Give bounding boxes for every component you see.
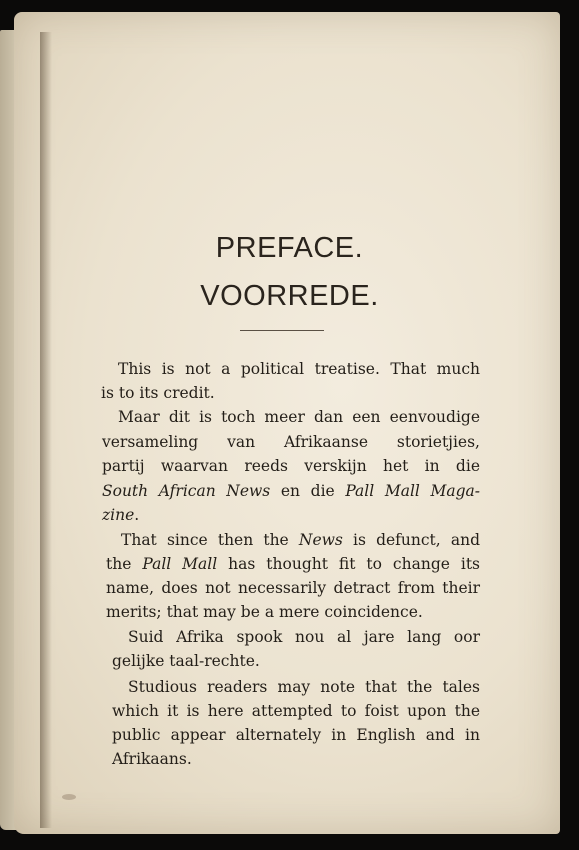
text-line xyxy=(106,579,480,597)
text-line xyxy=(128,628,480,646)
text-line xyxy=(102,482,480,500)
text-segment: is to its credit. xyxy=(101,384,215,402)
text-segment: name, does not necessarily detract from their xyxy=(106,579,480,597)
text-segment: partij waarvan reeds verskijn het in die xyxy=(102,457,480,475)
text-line xyxy=(106,603,423,621)
italic-text: News xyxy=(298,531,343,549)
text-segment: . xyxy=(134,506,140,524)
text-line xyxy=(112,652,260,670)
text-line xyxy=(102,506,139,524)
title-rule xyxy=(240,330,324,331)
text-segment: is defunct, and xyxy=(342,531,480,549)
text-segment: merits; that may be a mere coincidence. xyxy=(106,603,423,621)
text-line xyxy=(118,408,480,426)
italic-text: zine xyxy=(102,506,135,524)
text-line xyxy=(101,384,215,402)
text-segment: Afrikaans. xyxy=(112,750,192,768)
text-line xyxy=(112,750,192,768)
text-line xyxy=(112,702,480,720)
text-line xyxy=(106,555,480,573)
italic-text: South African News xyxy=(102,482,271,500)
text-line xyxy=(118,360,480,378)
text-segment: which it is here attempted to foist upon the xyxy=(112,702,480,720)
italic-text: Pall Mall Maga- xyxy=(345,482,480,500)
page-smudge xyxy=(62,794,76,800)
text-line xyxy=(102,457,480,475)
text-line xyxy=(121,531,480,549)
text-segment: has thought fit to change its xyxy=(217,555,481,573)
text-segment: versameling van Afrikaanse storietjies, xyxy=(102,433,480,451)
preface-title: PREFACE. xyxy=(215,232,364,264)
text-segment: Studious readers may note that the tales xyxy=(128,678,480,696)
spine-shadow xyxy=(40,32,52,828)
voorrede-title: VOORREDE. xyxy=(200,280,379,312)
text-segment: en die xyxy=(270,482,346,500)
text-line xyxy=(112,726,480,744)
text-line xyxy=(128,678,480,696)
text-segment: Maar dit is toch meer dan een eenvoudige xyxy=(118,408,480,426)
text-line xyxy=(102,433,480,451)
text-segment: public appear alternately in English and in xyxy=(112,726,480,744)
italic-text: Pall Mall xyxy=(142,555,218,573)
text-segment: gelijke taal-rechte. xyxy=(112,652,260,670)
text-segment: That since then the xyxy=(121,531,299,549)
text-segment: Suid Afrika spook nou al jare lang oor xyxy=(128,628,480,646)
text-segment: the xyxy=(106,555,143,573)
text-segment: This is not a political treatise. That much xyxy=(118,360,480,378)
